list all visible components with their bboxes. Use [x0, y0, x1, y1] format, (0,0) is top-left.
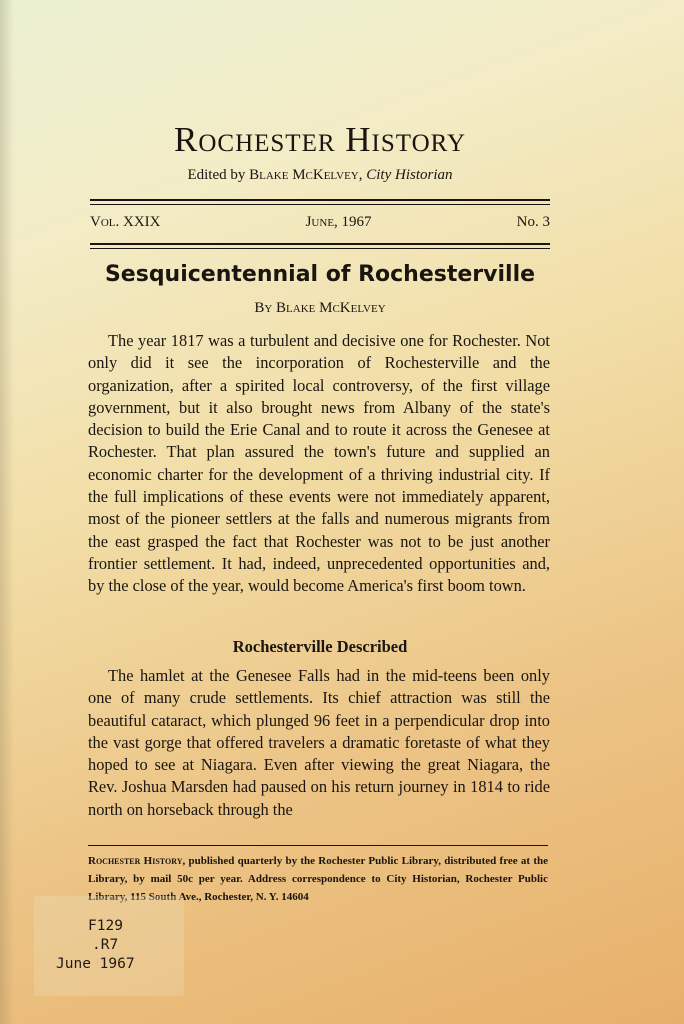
- issue-number: No. 3: [516, 214, 550, 230]
- editor-prefix: Edited by: [187, 167, 250, 183]
- footnote-text: , published quarterly by the Rochester Public Library, distributed free at the Library, by mail 50c per year. Address correspondence to City Historian, Rochester Public Library, 115 South Ave., Rochester, N. Y. 14604: [88, 855, 548, 903]
- journal-title: Rochester History: [174, 120, 466, 159]
- call-number-line-3: June 1967: [56, 956, 135, 972]
- call-number-line-1: F129: [88, 918, 123, 934]
- masthead-rule-bottom: [90, 243, 550, 249]
- editor-separator: ,: [358, 167, 367, 183]
- footnote-rule: [88, 845, 548, 846]
- editor-name: Blake McKelvey: [249, 167, 359, 183]
- volume-label: Vol. XXIX: [90, 214, 161, 230]
- editor-role: City Historian: [366, 167, 453, 183]
- editor-line: [90, 167, 550, 184]
- article-paragraph-1: The year 1817 was a turbulent and decisive one for Rochester. Not only did it see the incorporation of Rochesterville and the organization, after a spirited local controversy, of the first village government, but it also brought news from Albany of the state's decision to build the Erie Canal and to route it across the Genesee at Rochester. That plan assured the town's future and supplied an economic charter for the development of a thriving industrial city. If the full implications of these events were not immediately apparent, most of the pioneer settlers at the falls and numerous migrants from the east grasped the fact that Rochester was not to be just another frontier settlement. It had, indeed, unprecedented opportunities and, by the close of the year, would become America's first boom town.: [88, 331, 550, 596]
- section-heading: Rochesterville Described: [232, 637, 408, 656]
- article-paragraph-2: The hamlet at the Genesee Falls had in the mid-teens been only one of many crude settlements. Its chief attraction was still the beautiful cataract, which plunged 96 feet in a perpendicular drop into the vast gorge that offered travelers a dramatic foretaste of what they hoped to see at Niagara. Even after viewing the great Niagara, the Rev. Joshua Marsden had paused on his return journey in 1814 to ride north on horseback through the: [88, 666, 550, 819]
- call-number-line-2: .R7: [92, 937, 119, 953]
- issue-info: [90, 214, 550, 231]
- masthead-rule-top: [90, 199, 550, 205]
- article-title: Sesquicentennial of Rochesterville: [104, 262, 536, 287]
- footnote-publication-name: Rochester History: [88, 855, 183, 867]
- issue-date: June, 1967: [305, 214, 372, 230]
- article-byline: By Blake McKelvey: [254, 300, 386, 316]
